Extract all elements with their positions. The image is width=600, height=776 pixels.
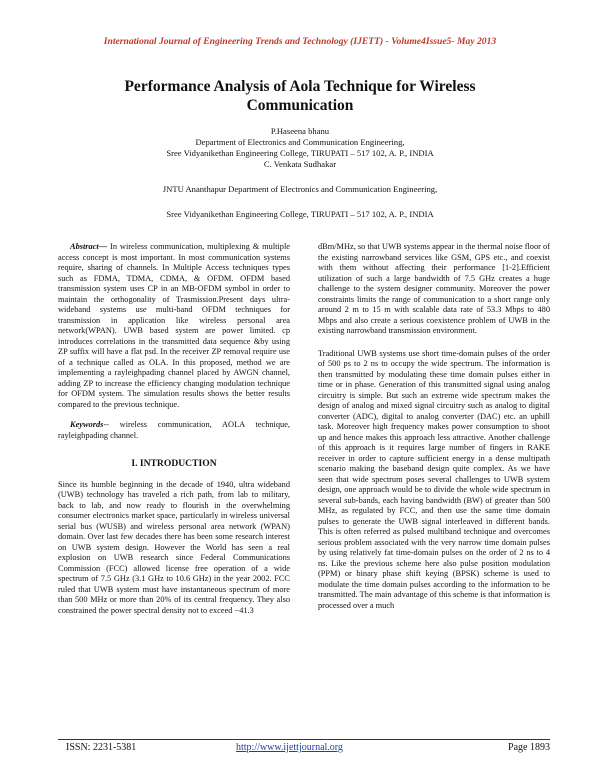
body-paragraph: Traditional UWB systems use short time-domain pulses of the order of 500 ps to 2 ns to occupy the wide spectrum. The information is then transmitted by modulating these time domain pulses either in time or in phase. Generation of this transmitted signal using analog circuitry is simple. But such an extreme wide spectrum makes the design of analog and mixed signal circuitry such as analog to digital converter (ADC), digital to analog converter (DAC) etc. an uphill task. Moreover high frequency makes power consumption to shoot up and hence makes this approach less attractive. Another challenge of this approach is it requires large number of fingers in RAKE receiver in order to capture sufficient energy in a dense multipath scenario making the baseband design quite complex. As we have seen that wide spectrum poses several challenges to UWB system design, one approach would be to divide the whole wide spectrum in several sub-bands, each having bandwidth (BW) of greater than 500 MHz, as regulated by FCC, and then use the same time domain pulses to generate the UWB signal interleaved in different bands. This is often referred as pulsed multiband technique and overcomes serious problem associated with the very narrow time domain pulses by using relatively fat time-domain pulses on the order of 2 ns to 4 ns. Like the previous scheme here also pulse position modulation (PPM) or binary phase shift keying (BPSK) scheme is used to modulate the time domain pulses according to the information to be transmitted. The main advantage of this scheme is that information is processed over a much	[318, 348, 550, 610]
left-column	[58, 242, 290, 616]
page-number: Page 1893	[508, 742, 550, 753]
title-line-2: Communication	[246, 97, 354, 114]
right-column	[318, 242, 550, 611]
keywords-label: Keywords	[70, 420, 104, 429]
keywords-text: -- wireless communication, AOLA technique, rayleighpading channel.	[58, 420, 290, 440]
body-paragraph: dBm/MHz, so that UWB systems appear in the thermal noise floor of the existing narrowband services like GSM, GPS etc., and coexist with them without affecting their performance [1-2].Efficient utilization of such a large bandwidth of 7.5 GHz creates a huge challenge to the system designer community. Moreover the power constraints limits the range of communication to a short range only around 2 m to 15 m with scalable data rate of 53.3 Mbps to 480 Mbps and also create a serious coexistence problem of UWB in the existing narrowband transmission environment.	[318, 242, 550, 335]
title-line-1: Performance Analysis of Aola Technique for Wireless	[124, 78, 476, 95]
paper-title	[70, 77, 530, 115]
journal-link[interactable]: http://www.ijettjournal.org	[236, 742, 343, 753]
section-heading: I. INTRODUCTION	[131, 458, 217, 469]
author-block	[60, 126, 540, 170]
abstract	[58, 242, 290, 410]
footer-divider	[58, 739, 550, 740]
affiliation: Sree Vidyanikethan Engineering College, TIRUPATI – 517 102, A. P., INDIA	[166, 209, 434, 219]
affiliation: Sree Vidyanikethan Engineering College, TIRUPATI – 517 102, A. P., INDIA	[166, 148, 434, 158]
author-name: C. Venkata Sudhakar	[263, 159, 337, 169]
author-name: P.Haseena bhanu	[270, 126, 330, 136]
journal-header: International Journal of Engineering Trends and Technology (IJETT) - Volume4Issue5- May 2013	[103, 36, 497, 47]
intro-paragraph: Since its humble beginning in the decade of 1940, ultra wideband (UWB) technology has traveled a rich path, from lab to military, back to lab, and now ready to flourish in the overwhelming consumer electronics market space, particularly in wireless universal serial bus (WUSB) and wireless personal area network (WPAN) domain. Over last few decades there has been some research interest on UWB system design. However the World has seen a real explosion on UWB research since Federal Communications Commission (FCC) allowed license free operation of a wide spectrum of 7.5 GHz (3.1 GHz to 10.6 GHz) in the year 2002. FCC ruled that UWB system must have instantaneous spectrum of more than 500 MHz or more than 20% of its central frequency. They also constrained the power spectral density not to exceed −41.3	[58, 479, 290, 615]
issn: ISSN: 2231-5381	[66, 742, 137, 753]
keywords	[58, 420, 290, 441]
affiliation: JNTU Ananthapur Department of Electronics and Communication Engineering,	[162, 184, 438, 194]
abstract-text: In wireless communication, multiplexing & multiple access concept is most important. In most communication systems require, sharing of channels. In Multiple Access techniques types such as FDMA, TDMA, CDMA, & OFDM. OFDM based transmission system uses CP in an MB-OFDM symbol in order to maintain the orthogonality of Trasmission.Present days ultra-wideband systems use multi-band OFDM techniques for transmission in application like wireless personal area network(WPAN). UWB based system are power limited. cp introduces correlations in the transmitted data sequence &by using ZP suffix will have a flat psd. In the receiver ZP removal require use of a technique called as OLA. In this proposed, method we are implementing a rayleighpading channel placed by AWGN channel, adding ZP to increase the efficiency changing modulation technique for OFDM system. The simulation results shows the better results compared to the previous technique.	[58, 242, 290, 409]
affiliation: Department of Electronics and Communication Engineering,	[195, 137, 405, 147]
abstract-label: Abstract—	[70, 242, 108, 251]
